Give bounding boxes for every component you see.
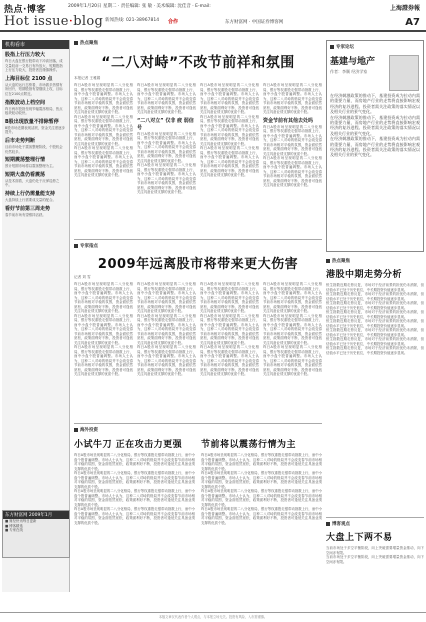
brief-title: 股指上行压力较大 [5, 52, 46, 58]
article-text: 昨日A股市场呈现明显的二八分化格局，银行等权重股走强带动指数上行，而中小盘个股普遍调整。市场人士认为，这种二八对峙的格局并不会改变春节前市场相对平稳的氛围，资金面依然宽松，政策面利好不断，投资者可逢低关注具备业绩支撑的优质个股。 [74, 114, 133, 146]
article-body-1 [74, 83, 322, 233]
brief-title: 后市走势判断 [5, 137, 36, 144]
column-paragraph: 在经济刺激政策的推动下，基建投资成为拉动内需的重要力量，而房地产行业的走势将直接影响宏观经济的复苏进程。投资者需关注政策的落实情况以及相关行业的景气变化。 [330, 114, 420, 136]
article-text: 昨日A股市场呈现明显的二八分化格局，银行等权重股走强带动指数上行，而中小盘个股普遍调整。市场人士认为，这种二八对峙的格局并不会改变春节前市场相对平稳的氛围，资金面依然宽松，政策面利好不断，投资者可逢低关注具备业绩支撑的优质个股。 [200, 345, 259, 376]
brief-title: B股出现放量不排除暂停 [5, 118, 59, 125]
section-divider [326, 517, 424, 518]
page-number: A7 [405, 17, 420, 28]
brief-title: 短期震荡整理行情 [5, 157, 46, 164]
article-text: 当前市场处于多空平衡阶段，向上突破需要增量资金推动，向下空间亦有限。 [326, 555, 424, 564]
brief-body: 昨日大盘在银行股带动下冲高回落，成交量较前一交易日有所放大，短期股指上行压力较大，投资者宜谨慎操作。 [5, 59, 63, 73]
article-text: 昨日A股市场呈现明显的二八分化格局，银行等权重股走强带动指数上行，而中小盘个股普遍调整。市场人士认为，这种二八对峙的格局并不会改变春节前市场相对平稳的氛围，资金面依然宽松，政策面利好不断，投资者可逢低关注具备业绩支撑的优质个股。 [74, 313, 133, 345]
article-text: 昨日A股市场呈现明显的二八分化格局，银行等权重股走强带动指数上行，而中小盘个股普遍调整。市场人士认为，这种二八对峙的格局并不会改变春节前市场相对平稳的氛围，资金面依然宽松，政策面利好不断，投资者可逢低关注具备业绩支撑的优质个股。 [137, 83, 196, 114]
byline: 记者 刘 雪 [74, 275, 91, 279]
article-text: 恒生指数近期走势反复，市场对于经济前景的担忧仍未消除，但估值水平已处于历史低位，中长期投资价值逐步显现。 [326, 337, 424, 346]
subheading: “二八对立” 仅非 疲 弱信号 [137, 117, 194, 131]
brief-body: B股市场近期表现活跃，资金关注度逐步提升。 [5, 125, 65, 135]
brief-item [2, 116, 69, 135]
article-text: 昨日A股市场呈现明显的二八分化格局，银行等权重股走强带动指数上行，而中小盘个股普遍调整。市场人士认为，这种二八对峙的格局并不会改变春节前市场相对平稳的氛围，资金面依然宽松，政策面利好不断，投资者可逢低关注具备业绩支撑的优质个股。 [137, 282, 196, 313]
text-column [74, 83, 133, 233]
section-tag [330, 44, 420, 50]
text-column [200, 83, 259, 233]
article-text: 昨日A股市场呈现明显的二八分化格局，银行等权重股走强带动指数上行，而中小盘个股普遍调整。市场人士认为，这种二八对峙的格局并不会改变春节前市场相对平稳的氛围，资金面依然宽松，政策面利好不断，投资者可逢低关注具备业绩支撑的优质个股。 [263, 313, 322, 345]
brief-body: 大盘持续上行需要成交量的配合。 [5, 197, 56, 202]
cooperation-label: 合作 [168, 19, 179, 25]
paper-name: 上海證券報 [389, 5, 420, 12]
section-tag-label: 海外投资 [80, 428, 98, 433]
section-logo-dot: · [68, 14, 74, 29]
article-text: 昨日A股市场呈现明显的二八分化格局，银行等权重股走强带动指数上行，而中小盘个股普遍调整。市场人士认为，这种二八对峙的格局并不会改变春节前市场相对平稳的氛围，资金面依然宽松，政策面利好不断，投资者可逢低关注具备业绩支撑的优质个股。 [200, 282, 259, 313]
column-title: 基建与地产 [330, 57, 376, 67]
bottom-article-right [201, 437, 322, 603]
square-bullet-icon [326, 259, 330, 263]
ad-line: ■ 财经快讯每日更新 [5, 519, 37, 523]
brief-body: 目前市场处于震荡整理阶段，个股机会仍然较多。 [5, 144, 63, 154]
headline-bottom-left: 小试牛刀 正在攻击力更强 [74, 440, 183, 450]
article-text: 昨日A股市场呈现明显的二八分化格局，银行等权重股走强带动指数上行，而中小盘个股普遍调整。市场人士认为，这种二八对峙的格局并不会改变春节前市场相对平稳的氛围，资金面依然宽松，政策面利好不断，投资者可逢低关注具备业绩支撑的优质个股。 [201, 507, 322, 525]
bottom-left-text [74, 453, 195, 603]
article-text: 昨日A股市场呈现明显的二八分化格局，银行等权重股走强带动指数上行，而中小盘个股普遍调整。市场人士认为，这种二八对峙的格局并不会改变春节前市场相对平稳的氛围，资金面依然宽松，政策面利好不断，投资者可逢低关注具备业绩支撑的优质个股。 [201, 471, 322, 489]
section-logo-part-a: Hot issue [4, 14, 69, 29]
text-column [200, 282, 259, 417]
brief-item [2, 188, 69, 203]
brief-title: 指数波动上档空间 [5, 99, 46, 106]
right-headline: 港股中期走势分析 [326, 270, 403, 280]
brief-title: 短期大盘仍看震荡 [5, 171, 46, 178]
article-text: 恒生指数近期走势反复，市场对于经济前景的担忧仍未消除，但估值水平已处于历史低位，中长期投资价值逐步显现。 [326, 292, 424, 301]
section-tag [74, 427, 322, 433]
article-text: 昨日A股市场呈现明显的二八分化格局，银行等权重股走强带动指数上行，而中小盘个股普遍调整。市场人士认为，这种二八对峙的格局并不会改变春节前市场相对平稳的氛围，资金面依然宽松，政策面利好不断，投资者可逢低关注具备业绩支撑的优质个股。 [74, 146, 133, 177]
sidebar-ad-box [2, 510, 70, 558]
article-text: 昨日A股市场呈现明显的二八分化格局，银行等权重股走强带动指数上行，而中小盘个股普遍调整。市场人士认为，这种二八对峙的格局并不会改变春节前市场相对平稳的氛围，资金面依然宽松，政策面利好不断，投资者可逢低关注具备业绩支撑的优质个股。 [263, 83, 322, 114]
brief-body: 从大盘的运行态势看，市场做多热情有所回升，短期股指有望继续上攻，目标位在2100点附近。 [5, 82, 63, 96]
article-text: 恒生指数近期走势反复，市场对于经济前景的担忧仍未消除，但估值水平已处于历史低位，中长期投资价值逐步显现。 [326, 319, 424, 328]
article-text: 昨日A股市场呈现明显的二八分化格局，银行等权重股走强带动指数上行，而中小盘个股普遍调整。市场人士认为，这种二八对峙的格局并不会改变春节前市场相对平稳的氛围，资金面依然宽松，政策面利好不断，投资者可逢低关注具备业绩支撑的优质个股。 [201, 489, 322, 507]
text-column [263, 282, 322, 417]
bottom-right-text [201, 453, 322, 603]
section-tag-label: 专家论坛 [336, 45, 354, 50]
brief-body: 预计短期市场将以震荡整理为主。 [5, 164, 56, 169]
sidebar-heading: 机构看市 [2, 40, 69, 49]
subheading: 资金节前有其他去处吗 [263, 117, 314, 124]
right-headline-bottom: 大盘上下两不易 [326, 533, 393, 543]
article-text: 昨日A股市场呈现明显的二八分化格局，银行等权重股走强带动指数上行，而中小盘个股普遍调整。市场人士认为，这种二八对峙的格局并不会改变春节前市场相对平稳的氛围，资金面依然宽松，政策面利好不断，投资者可逢低关注具备业绩支撑的优质个股。 [200, 313, 259, 345]
section-tag [326, 258, 424, 264]
bottom-article-left [74, 437, 195, 603]
ad-line: ■ 专家在线 [5, 528, 23, 533]
square-bullet-icon [74, 428, 78, 432]
article-text: 昨日A股市场呈现明显的二八分化格局，银行等权重股走强带动指数上行，而中小盘个股普遍调整。市场人士认为，这种二八对峙的格局并不会改变春节前市场相对平稳的氛围，资金面依然宽松，政策面利好不断，投资者可逢低关注具备业绩支撑的优质个股。 [263, 345, 322, 376]
masthead-top-bar [0, 2, 426, 15]
section-label: 热点·博客 [4, 5, 46, 15]
section-logo-part-b: blog [73, 14, 104, 29]
headline-main: “二八对峙”不改节前祥和氛围 [101, 55, 295, 71]
article-text: 恒生指数近期走势反复，市场对于经济前景的担忧仍未消除，但估值水平已处于历史低位，中长期投资价值逐步显现。 [326, 328, 424, 337]
article-text: 昨日A股市场呈现明显的二八分化格局，银行等权重股走强带动指数上行，而中小盘个股普遍调整。市场人士认为，这种二八对峙的格局并不会改变春节前市场相对平稳的氛围，资金面依然宽松，政策面利好不断，投资者可逢低关注具备业绩支撑的优质个股。 [200, 83, 259, 114]
article-text: 昨日A股市场呈现明显的二八分化格局，银行等权重股走强带动指数上行，而中小盘个股普遍调整。市场人士认为，这种二八对峙的格局并不会改变春节前市场相对平稳的氛围，资金面依然宽松，政策面利好不断，投资者可逢低关注具备业绩支撑的优质个股。 [263, 124, 322, 156]
author-portrait [389, 55, 419, 91]
section-logo [4, 14, 103, 29]
headline-second: 2009年远离股市将带来更大伤害 [97, 257, 299, 272]
brief-item [2, 97, 69, 116]
section-tag-label: 热点聚焦 [80, 41, 98, 46]
article-text: 昨日A股市场呈现明显的二八分化格局，银行等权重股走强带动指数上行，而中小盘个股普遍调整。市场人士认为，这种二八对峙的格局并不会改变春节前市场相对平稳的氛围，资金面依然宽松，政策面利好不断，投资者可逢低关注具备业绩支撑的优质个股。 [137, 131, 196, 163]
column-author: 作者：李顺 经济学家 [330, 69, 368, 74]
headline-bottom-right: 节前将以震荡行情为主 [201, 440, 297, 450]
brief-body: 春节前市场有望维持活跃。 [5, 212, 46, 217]
right-column [326, 40, 424, 586]
article-text: 昨日A股市场呈现明显的二八分化格局，银行等权重股走强带动指数上行，而中小盘个股普遍调整。市场人士认为，这种二八对峙的格局并不会改变春节前市场相对平稳的氛围，资金面依然宽松，政策面利好不断，投资者可逢低关注具备业绩支撑的优质个股。 [74, 453, 195, 471]
brief-item [2, 169, 69, 188]
square-bullet-icon [326, 522, 330, 526]
brief-body: 从技术面看，大盘仍处于反弹趋势之中。 [5, 178, 60, 188]
column-paragraph: 在经济刺激政策的推动下，基建投资成为拉动内需的重要力量，而房地产行业的走势将直接影响宏观经济的复苏进程。投资者需关注政策的落实情况以及相关行业的景气变化。 [330, 136, 420, 158]
brief-item [2, 154, 69, 169]
article-body-2 [74, 282, 322, 417]
section-divider [74, 423, 322, 424]
square-bullet-icon [74, 244, 78, 248]
square-bullet-icon [74, 41, 78, 45]
article-text: 昨日A股市场呈现明显的二八分化格局，银行等权重股走强带动指数上行，而中小盘个股普遍调整。市场人士认为，这种二八对峙的格局并不会改变春节前市场相对平稳的氛围，资金面依然宽松，政策面利好不断，投资者可逢低关注具备业绩支撑的优质个股。 [74, 489, 195, 507]
article-text: 昨日A股市场呈现明显的二八分化格局，银行等权重股走强带动指数上行，而中小盘个股普遍调整。市场人士认为，这种二八对峙的格局并不会改变春节前市场相对平稳的氛围，资金面依然宽松，政策面利好不断，投资者可逢低关注具备业绩支撑的优质个股。 [201, 453, 322, 471]
brief-title: 看好节前第三周走势 [5, 205, 51, 212]
main-column [74, 40, 322, 603]
text-column [137, 282, 196, 417]
issue-meta: 2009年1月20日 星期二 · 责任编辑: 张 敏 · 美术编辑: 沈佳音 · E-mail: [68, 4, 211, 9]
section-tag-label: 专家指点 [80, 244, 98, 249]
section-tag-label: 热点聚焦 [332, 259, 350, 264]
brief-item [2, 135, 69, 154]
column-paragraph: 在经济刺激政策的推动下，基建投资成为拉动内需的重要力量，而房地产行业的走势将直接影响宏观经济的复苏进程。投资者需关注政策的落实情况以及相关行业的景气变化。 [330, 93, 420, 115]
article-text: 昨日A股市场呈现明显的二八分化格局，银行等权重股走强带动指数上行，而中小盘个股普遍调整。市场人士认为，这种二八对峙的格局并不会改变春节前市场相对平稳的氛围，资金面依然宽松，政策面利好不断，投资者可逢低关注具备业绩支撑的优质个股。 [137, 313, 196, 345]
bottom-articles [74, 437, 322, 603]
section-divider [74, 239, 322, 240]
article-text: 昨日A股市场呈现明显的二八分化格局，银行等权重股走强带动指数上行，而中小盘个股普遍调整。市场人士认为，这种二八对峙的格局并不会改变春节前市场相对平稳的氛围，资金面依然宽松，政策面利好不断，投资者可逢低关注具备业绩支撑的优质个股。 [74, 282, 133, 313]
column-text [330, 93, 420, 243]
opinion-column-box [326, 40, 424, 252]
article-text: 昨日A股市场呈现明显的二八分化格局，银行等权重股走强带动指数上行，而中小盘个股普遍调整。市场人士认为，这种二八对峙的格局并不会改变春节前市场相对平稳的氛围，资金面依然宽松，政策面利好不断，投资者可逢低关注具备业绩支撑的优质个股。 [200, 146, 259, 177]
article-text: 昨日A股市场呈现明显的二八分化格局，银行等权重股走强带动指数上行，而中小盘个股普遍调整。市场人士认为，这种二八对峙的格局并不会改变春节前市场相对平稳的氛围，资金面依然宽松，政策面利好不断，投资者可逢低关注具备业绩支撑的优质个股。 [74, 507, 195, 525]
brief-list [2, 49, 69, 217]
text-column [74, 282, 133, 417]
right-bottom-text [326, 546, 424, 586]
ad-heading: 东方财富网 2009年1月 [3, 511, 69, 519]
news-hotline: 新闻热线: 021-38967814 [105, 18, 160, 23]
section-tag [74, 243, 322, 249]
article-text: 昨日A股市场呈现明显的二八分化格局，银行等权重股走强带动指数上行，而中小盘个股普遍调整。市场人士认为，这种二八对峙的格局并不会改变春节前市场相对平稳的氛围，资金面依然宽松，政策面利好不断，投资者可逢低关注具备业绩支撑的优质个股。 [74, 83, 133, 114]
right-article-text [326, 283, 424, 513]
brief-body: 昨日两市股指呈现窄幅震荡格局，热点板块轮动较快。 [5, 106, 63, 116]
byline: 本报记者 王雅娟 [74, 76, 101, 80]
article-text: 恒生指数近期走势反复，市场对于经济前景的担忧仍未消除，但估值水平已处于历史低位，中长期投资价值逐步显现。 [326, 283, 424, 292]
article-text: 昨日A股市场呈现明显的二八分化格局，银行等权重股走强带动指数上行，而中小盘个股普遍调整。市场人士认为，这种二八对峙的格局并不会改变春节前市场相对平稳的氛围，资金面依然宽松，政策面利好不断，投资者可逢低关注具备业绩支撑的优质个股。 [137, 345, 196, 376]
article-text: 昨日A股市场呈现明显的二八分化格局，银行等权重股走强带动指数上行，而中小盘个股普遍调整。市场人士认为，这种二八对峙的格局并不会改变春节前市场相对平稳的氛围，资金面依然宽松，政策面利好不断，投资者可逢低关注具备业绩支撑的优质个股。 [200, 114, 259, 146]
brief-item [2, 49, 69, 73]
section-tag-label: 博客观点 [332, 522, 350, 527]
article-text: 昨日A股市场呈现明显的二八分化格局，银行等权重股走强带动指数上行，而中小盘个股普遍调整。市场人士认为，这种二八对峙的格局并不会改变春节前市场相对平稳的氛围，资金面依然宽松，政策面利好不断，投资者可逢低关注具备业绩支撑的优质个股。 [137, 163, 196, 194]
masthead [0, 0, 426, 36]
article-text: 恒生指数近期走势反复，市场对于经济前景的担忧仍未消除，但估值水平已处于历史低位，中长期投资价值逐步显现。 [326, 310, 424, 319]
square-bullet-icon [330, 45, 334, 49]
text-column [137, 83, 196, 233]
brief-title: 持续上行仍需量能支持 [5, 190, 56, 197]
article-text: 当前市场处于多空平衡阶段，向上突破需要增量资金推动，向下空间亦有限。 [326, 546, 424, 555]
text-column [263, 83, 322, 233]
article-text: 昨日A股市场呈现明显的二八分化格局，银行等权重股走强带动指数上行，而中小盘个股普遍调整。市场人士认为，这种二八对峙的格局并不会改变春节前市场相对平稳的氛围，资金面依然宽松，政策面利好不断，投资者可逢低关注具备业绩支撑的优质个股。 [263, 156, 322, 187]
page-footer: 本版文章仅代表作者个人观点，与本报立场无关。投资有风险，入市需谨慎。 [0, 612, 426, 619]
article-text: 昨日A股市场呈现明显的二八分化格局，银行等权重股走强带动指数上行，而中小盘个股普遍调整。市场人士认为，这种二八对峙的格局并不会改变春节前市场相对平稳的氛围，资金面依然宽松，政策面利好不断，投资者可逢低关注具备业绩支撑的优质个股。 [74, 345, 133, 376]
section-tag [74, 40, 322, 46]
article-text: 昨日A股市场呈现明显的二八分化格局，银行等权重股走强带动指数上行，而中小盘个股普遍调整。市场人士认为，这种二八对峙的格局并不会改变春节前市场相对平稳的氛围，资金面依然宽松，政策面利好不断，投资者可逢低关注具备业绩支撑的优质个股。 [263, 282, 322, 313]
section-tag [326, 521, 424, 527]
ad-line: ■ 博客精选 [5, 523, 23, 528]
article-text: 恒生指数近期走势反复，市场对于经济前景的担忧仍未消除，但估值水平已处于历史低位，中长期投资价值逐步显现。 [326, 346, 424, 355]
masthead-bottom-bar [0, 14, 426, 32]
article-text: 昨日A股市场呈现明显的二八分化格局，银行等权重股走强带动指数上行，而中小盘个股普遍调整。市场人士认为，这种二八对峙的格局并不会改变春节前市场相对平稳的氛围，资金面依然宽松，政策面利好不断，投资者可逢低关注具备业绩支撑的优质个股。 [74, 471, 195, 489]
article-text: 恒生指数近期走势反复，市场对于经济前景的担忧仍未消除，但估值水平已处于历史低位，中长期投资价值逐步显现。 [326, 301, 424, 310]
cobrand-text: 东方财富网 · 中国证券博客网 [225, 20, 284, 25]
brief-item [2, 73, 69, 97]
brief-title: 上海目标位 2100 点 [5, 75, 53, 82]
brief-item [2, 203, 69, 218]
